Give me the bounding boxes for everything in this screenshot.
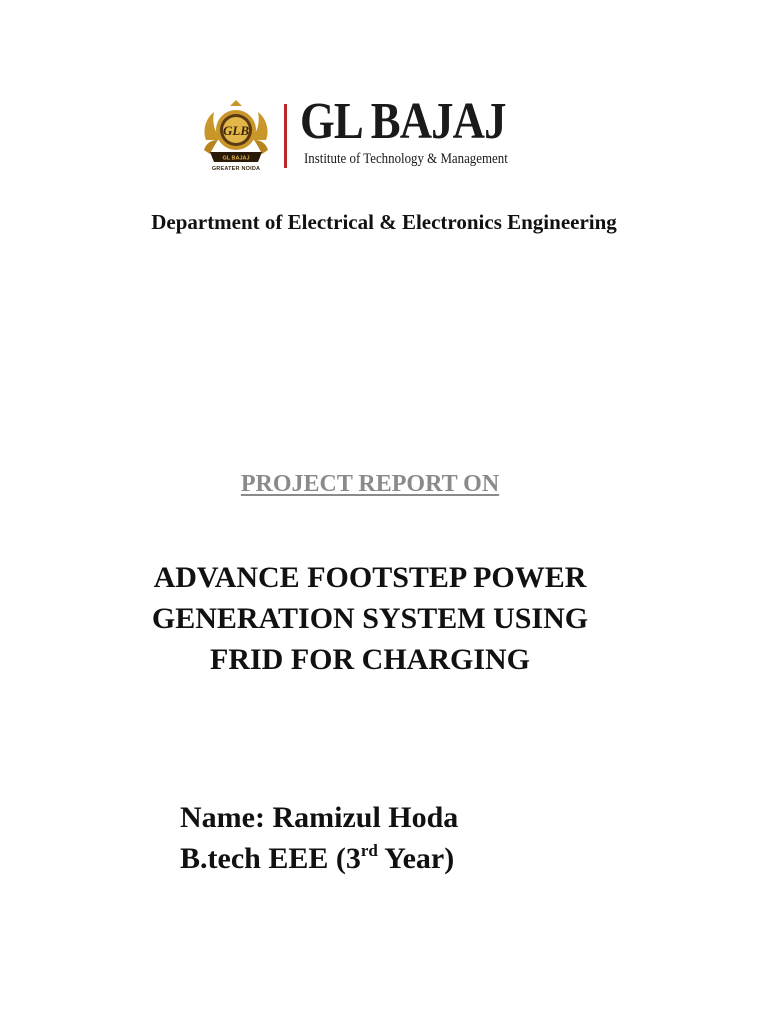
student-course bbox=[180, 838, 700, 879]
emblem-ribbon-text: GL BAJAJ bbox=[222, 155, 250, 162]
project-title-line: FRID FOR CHARGING bbox=[210, 643, 530, 676]
student-course-suffix: Year) bbox=[377, 842, 455, 875]
project-title-line: GENERATION SYSTEM USING bbox=[151, 602, 589, 635]
institute-tagline: Institute of Technology & Management bbox=[304, 151, 508, 167]
logo-divider bbox=[284, 104, 287, 168]
emblem-monogram: GLB bbox=[223, 123, 249, 138]
department-heading: Department of Electrical & Electronics Engineering bbox=[151, 210, 617, 234]
emblem-caption: GREATER NOIDA bbox=[211, 166, 261, 172]
student-name: Name: Ramizul Hoda bbox=[180, 801, 459, 834]
student-info bbox=[180, 797, 700, 879]
institute-logo bbox=[200, 93, 540, 180]
project-title bbox=[0, 557, 740, 680]
report-label: PROJECT REPORT ON bbox=[240, 471, 500, 497]
project-title-line: ADVANCE FOOTSTEP POWER bbox=[153, 561, 587, 594]
student-course-prefix: B.tech EEE (3 bbox=[180, 842, 361, 875]
student-course-superscript: rd bbox=[360, 841, 378, 860]
institute-wordmark: GL BAJAJ bbox=[300, 93, 506, 150]
institute-emblem-icon bbox=[200, 100, 272, 176]
